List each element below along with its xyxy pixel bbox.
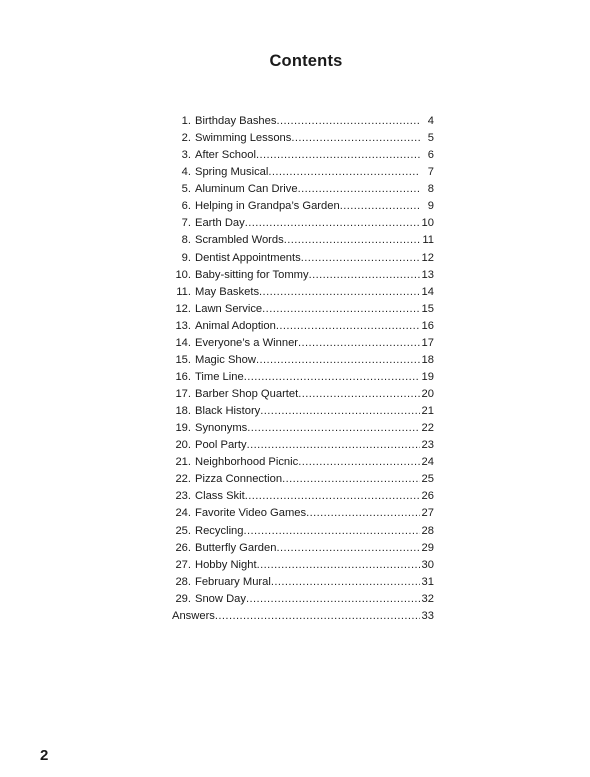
toc-entry-title: Pizza Connection (195, 473, 283, 486)
toc-entry (172, 574, 434, 591)
toc-entry-number: 7. (181, 217, 191, 230)
page-number: 2 (40, 747, 49, 764)
toc-entry-number: 4. (181, 166, 191, 179)
toc-entry-number: 19. (175, 422, 191, 435)
dot-leader (256, 352, 420, 369)
toc-entry (172, 437, 434, 454)
toc-entry-title: Aluminum Can Drive (195, 183, 298, 196)
toc-entry-title: Scrambled Words (195, 234, 284, 247)
dot-leader (259, 284, 420, 301)
table-of-contents (172, 113, 434, 625)
toc-entry-number: 2. (181, 132, 191, 145)
toc-entry-page: 33 (421, 609, 434, 622)
toc-entry-page: 4 (427, 115, 434, 127)
toc-entry-page: 27 (421, 507, 434, 520)
dot-leader (244, 523, 421, 540)
toc-entry-title: Pool Party (195, 439, 247, 452)
dot-leader (257, 557, 420, 574)
toc-entry-number: 27. (175, 558, 191, 571)
toc-entry (172, 352, 434, 369)
toc-entry-number: 24. (175, 507, 191, 520)
dot-leader (309, 267, 420, 284)
toc-entry-number: 29. (175, 592, 191, 605)
toc-entry-title: Answers (172, 609, 215, 622)
toc-entry-page: 11 (422, 234, 434, 247)
toc-entry-page: 26 (421, 490, 434, 503)
toc-entry-page: 21 (421, 405, 434, 418)
toc-entry (172, 250, 434, 267)
toc-entry-title: Animal Adoption (195, 319, 276, 332)
toc-entry-title: Butterfly Garden (195, 541, 277, 554)
dot-leader (245, 215, 420, 232)
toc-entry-page: 8 (427, 183, 434, 196)
toc-entry-number: 10. (175, 268, 191, 281)
toc-entry-number: 8. (181, 234, 191, 247)
dot-leader (276, 318, 420, 335)
toc-entry-page: 9 (427, 200, 434, 213)
dot-leader (256, 147, 420, 164)
toc-entry-page: 32 (421, 592, 434, 605)
dot-leader (244, 369, 420, 386)
toc-entry (172, 318, 434, 335)
dot-leader (215, 608, 420, 625)
toc-entry-title: Recycling (195, 524, 244, 537)
toc-entry-title: Favorite Video Games (195, 507, 307, 520)
page-title: Contents (269, 52, 343, 70)
toc-entry (172, 488, 434, 505)
toc-entry-number: 23. (175, 490, 191, 503)
toc-entry (172, 215, 434, 232)
toc-entry-title: After School (195, 149, 256, 162)
toc-entry (172, 301, 434, 318)
toc-entry (172, 267, 434, 284)
dot-leader (301, 250, 420, 267)
dot-leader (276, 113, 420, 130)
dot-leader (298, 454, 420, 471)
dot-leader (298, 335, 420, 352)
dot-leader (298, 181, 420, 198)
toc-entry-number: 17. (175, 388, 191, 400)
dot-leader (246, 591, 420, 608)
toc-entry-page: 22 (421, 422, 434, 435)
toc-entry-number: 5. (181, 183, 191, 196)
toc-entry (172, 403, 434, 420)
toc-entry-number: 22. (175, 473, 191, 486)
toc-entry-number: 25. (175, 524, 191, 537)
toc-entry (172, 198, 434, 215)
toc-entry-number: 14. (175, 336, 191, 349)
toc-entry-number: 21. (175, 456, 191, 469)
toc-entry-number: 28. (175, 575, 191, 588)
toc-entry-number: 13. (175, 319, 191, 332)
toc-entry-number: 18. (175, 405, 191, 418)
dot-leader (306, 505, 420, 522)
toc-entry-page: 6 (427, 149, 434, 162)
dot-leader (262, 301, 420, 318)
toc-entry-page: 15 (421, 302, 434, 315)
toc-entry-title: Swimming Lessons (195, 132, 292, 145)
toc-entry (172, 130, 434, 147)
toc-entry-page: 19 (421, 370, 434, 383)
toc-entry-title: Earth Day (195, 217, 245, 230)
toc-entry (172, 232, 434, 249)
toc-entry (172, 420, 434, 437)
toc-entry-number: 6. (181, 200, 191, 213)
toc-entry-page: 31 (421, 575, 434, 588)
toc-entry-title: Hobby Night (195, 558, 257, 571)
toc-entry-page: 16 (421, 319, 434, 332)
toc-entry-title: Helping in Grandpa’s Garden (195, 200, 340, 213)
toc-entry-number: 16. (175, 370, 191, 383)
toc-entry (172, 284, 434, 301)
toc-entry-title: February Mural (195, 575, 271, 588)
toc-entry-number: 20. (175, 439, 191, 452)
toc-entry-number: 1. (181, 115, 191, 127)
toc-entry (172, 608, 434, 625)
toc-entry-title: Class Skit (195, 490, 245, 503)
toc-entry-page: 30 (421, 558, 434, 571)
toc-entry-title: Baby-sitting for Tommy (195, 268, 309, 281)
toc-entry-title: Everyone’s a Winner (195, 336, 299, 349)
toc-entry-page: 5 (427, 132, 434, 145)
dot-leader (247, 437, 420, 454)
dot-leader (247, 420, 420, 437)
toc-entry-page: 18 (421, 353, 434, 366)
toc-entry-number: 3. (181, 149, 191, 162)
toc-entry-page: 20 (421, 388, 434, 400)
toc-entry-page: 17 (421, 336, 434, 349)
toc-entry-title: Synonyms (195, 422, 248, 435)
dot-leader (284, 232, 420, 249)
toc-entry-title: Black History (195, 405, 261, 418)
toc-entry (172, 181, 434, 198)
dot-leader (245, 488, 420, 505)
toc-entry (172, 454, 434, 471)
toc-entry-page: 7 (427, 166, 434, 179)
toc-entry (172, 369, 434, 386)
toc-entry (172, 386, 434, 403)
toc-entry-page: 13 (421, 268, 434, 281)
toc-entry (172, 523, 434, 540)
toc-entry (172, 471, 434, 488)
toc-entry-title: Birthday Bashes (195, 115, 277, 127)
toc-entry-title: Snow Day (195, 592, 246, 605)
toc-entry (172, 557, 434, 574)
toc-entry (172, 505, 434, 522)
toc-entry-title: Magic Show (195, 353, 256, 366)
toc-entry-title: Time Line (195, 370, 244, 383)
toc-entry (172, 591, 434, 608)
toc-entry-number: 26. (175, 541, 191, 554)
dot-leader (276, 540, 420, 557)
toc-entry-page: 24 (421, 456, 434, 469)
toc-entry-page: 29 (421, 541, 434, 554)
toc-entry-page: 23 (421, 439, 434, 452)
toc-entry-title: May Baskets (195, 285, 260, 298)
dot-leader (298, 386, 420, 403)
dot-leader (282, 471, 420, 488)
toc-entry-title: Spring Musical (195, 166, 269, 179)
toc-entry (172, 164, 434, 181)
toc-entry-number: 12. (175, 302, 191, 315)
toc-entry (172, 540, 434, 557)
dot-leader (268, 164, 420, 181)
toc-entry-page: 25 (421, 473, 434, 486)
toc-entry (172, 147, 434, 164)
toc-entry-title: Lawn Service (195, 302, 263, 315)
toc-entry-number: 11. (176, 285, 191, 298)
toc-entry-page: 12 (421, 251, 434, 264)
toc-entry-title: Dentist Appointments (195, 251, 301, 264)
toc-entry (172, 113, 434, 130)
toc-entry (172, 335, 434, 352)
toc-entry-page: 28 (421, 524, 434, 537)
toc-entry-number: 15. (175, 353, 191, 366)
dot-leader (291, 130, 420, 147)
toc-entry-title: Barber Shop Quartet (195, 388, 299, 400)
dot-leader (260, 403, 420, 420)
toc-entry-page: 10 (421, 217, 434, 230)
toc-entry-title: Neighborhood Picnic (195, 456, 299, 469)
toc-entry-number: 9. (181, 251, 191, 264)
dot-leader (271, 574, 420, 591)
toc-entry-page: 14 (421, 285, 434, 298)
dot-leader (340, 198, 420, 215)
